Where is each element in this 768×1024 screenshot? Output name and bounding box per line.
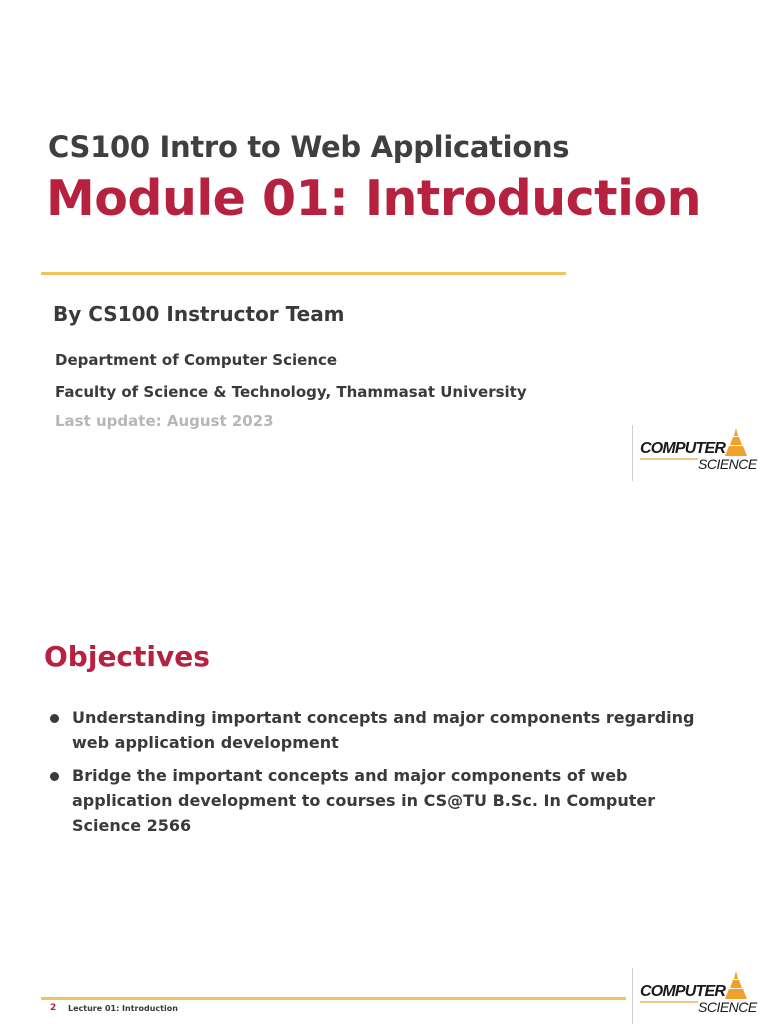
list-item xyxy=(48,763,728,838)
logo-subline xyxy=(640,1001,698,1003)
bullet-icon xyxy=(50,714,59,723)
course-title: CS100 Intro to Web Applications xyxy=(48,130,570,164)
byline: By CS100 Instructor Team xyxy=(53,302,345,326)
faculty-line: Faculty of Science & Technology, Thammasat University xyxy=(55,383,527,401)
computer-science-logo xyxy=(632,425,757,481)
logo-subline xyxy=(640,458,698,460)
temple-icon xyxy=(724,428,748,458)
objective-text: Bridge the important concepts and major components of web application development to courses in CS@TU B.Sc. In Computer Science 2566 xyxy=(72,766,656,835)
logo-word-computer: COMPUTER xyxy=(640,440,726,457)
list-item xyxy=(48,705,728,755)
department-line: Department of Computer Science xyxy=(55,351,338,369)
logo-word-science: SCIENCE xyxy=(698,456,757,472)
computer-science-logo-footer xyxy=(632,968,757,1024)
page-number: 2 xyxy=(50,1003,57,1013)
last-update-line: Last update: August 2023 xyxy=(55,412,274,430)
module-title: Module 01: Introduction xyxy=(46,170,701,227)
objectives-heading: Objectives xyxy=(44,640,210,673)
objectives-list xyxy=(48,705,728,846)
title-divider xyxy=(41,272,566,275)
footer-label: Lecture 01: Introduction xyxy=(68,1004,178,1013)
logo-word-science: SCIENCE xyxy=(698,999,757,1015)
bullet-icon xyxy=(50,772,59,781)
logo-word-computer: COMPUTER xyxy=(640,983,726,1000)
logo-divider xyxy=(632,425,633,481)
temple-icon xyxy=(724,971,748,1001)
footer-divider xyxy=(41,997,626,1000)
objective-text: Understanding important concepts and major components regarding web application development xyxy=(72,708,695,752)
logo-divider xyxy=(632,968,633,1024)
